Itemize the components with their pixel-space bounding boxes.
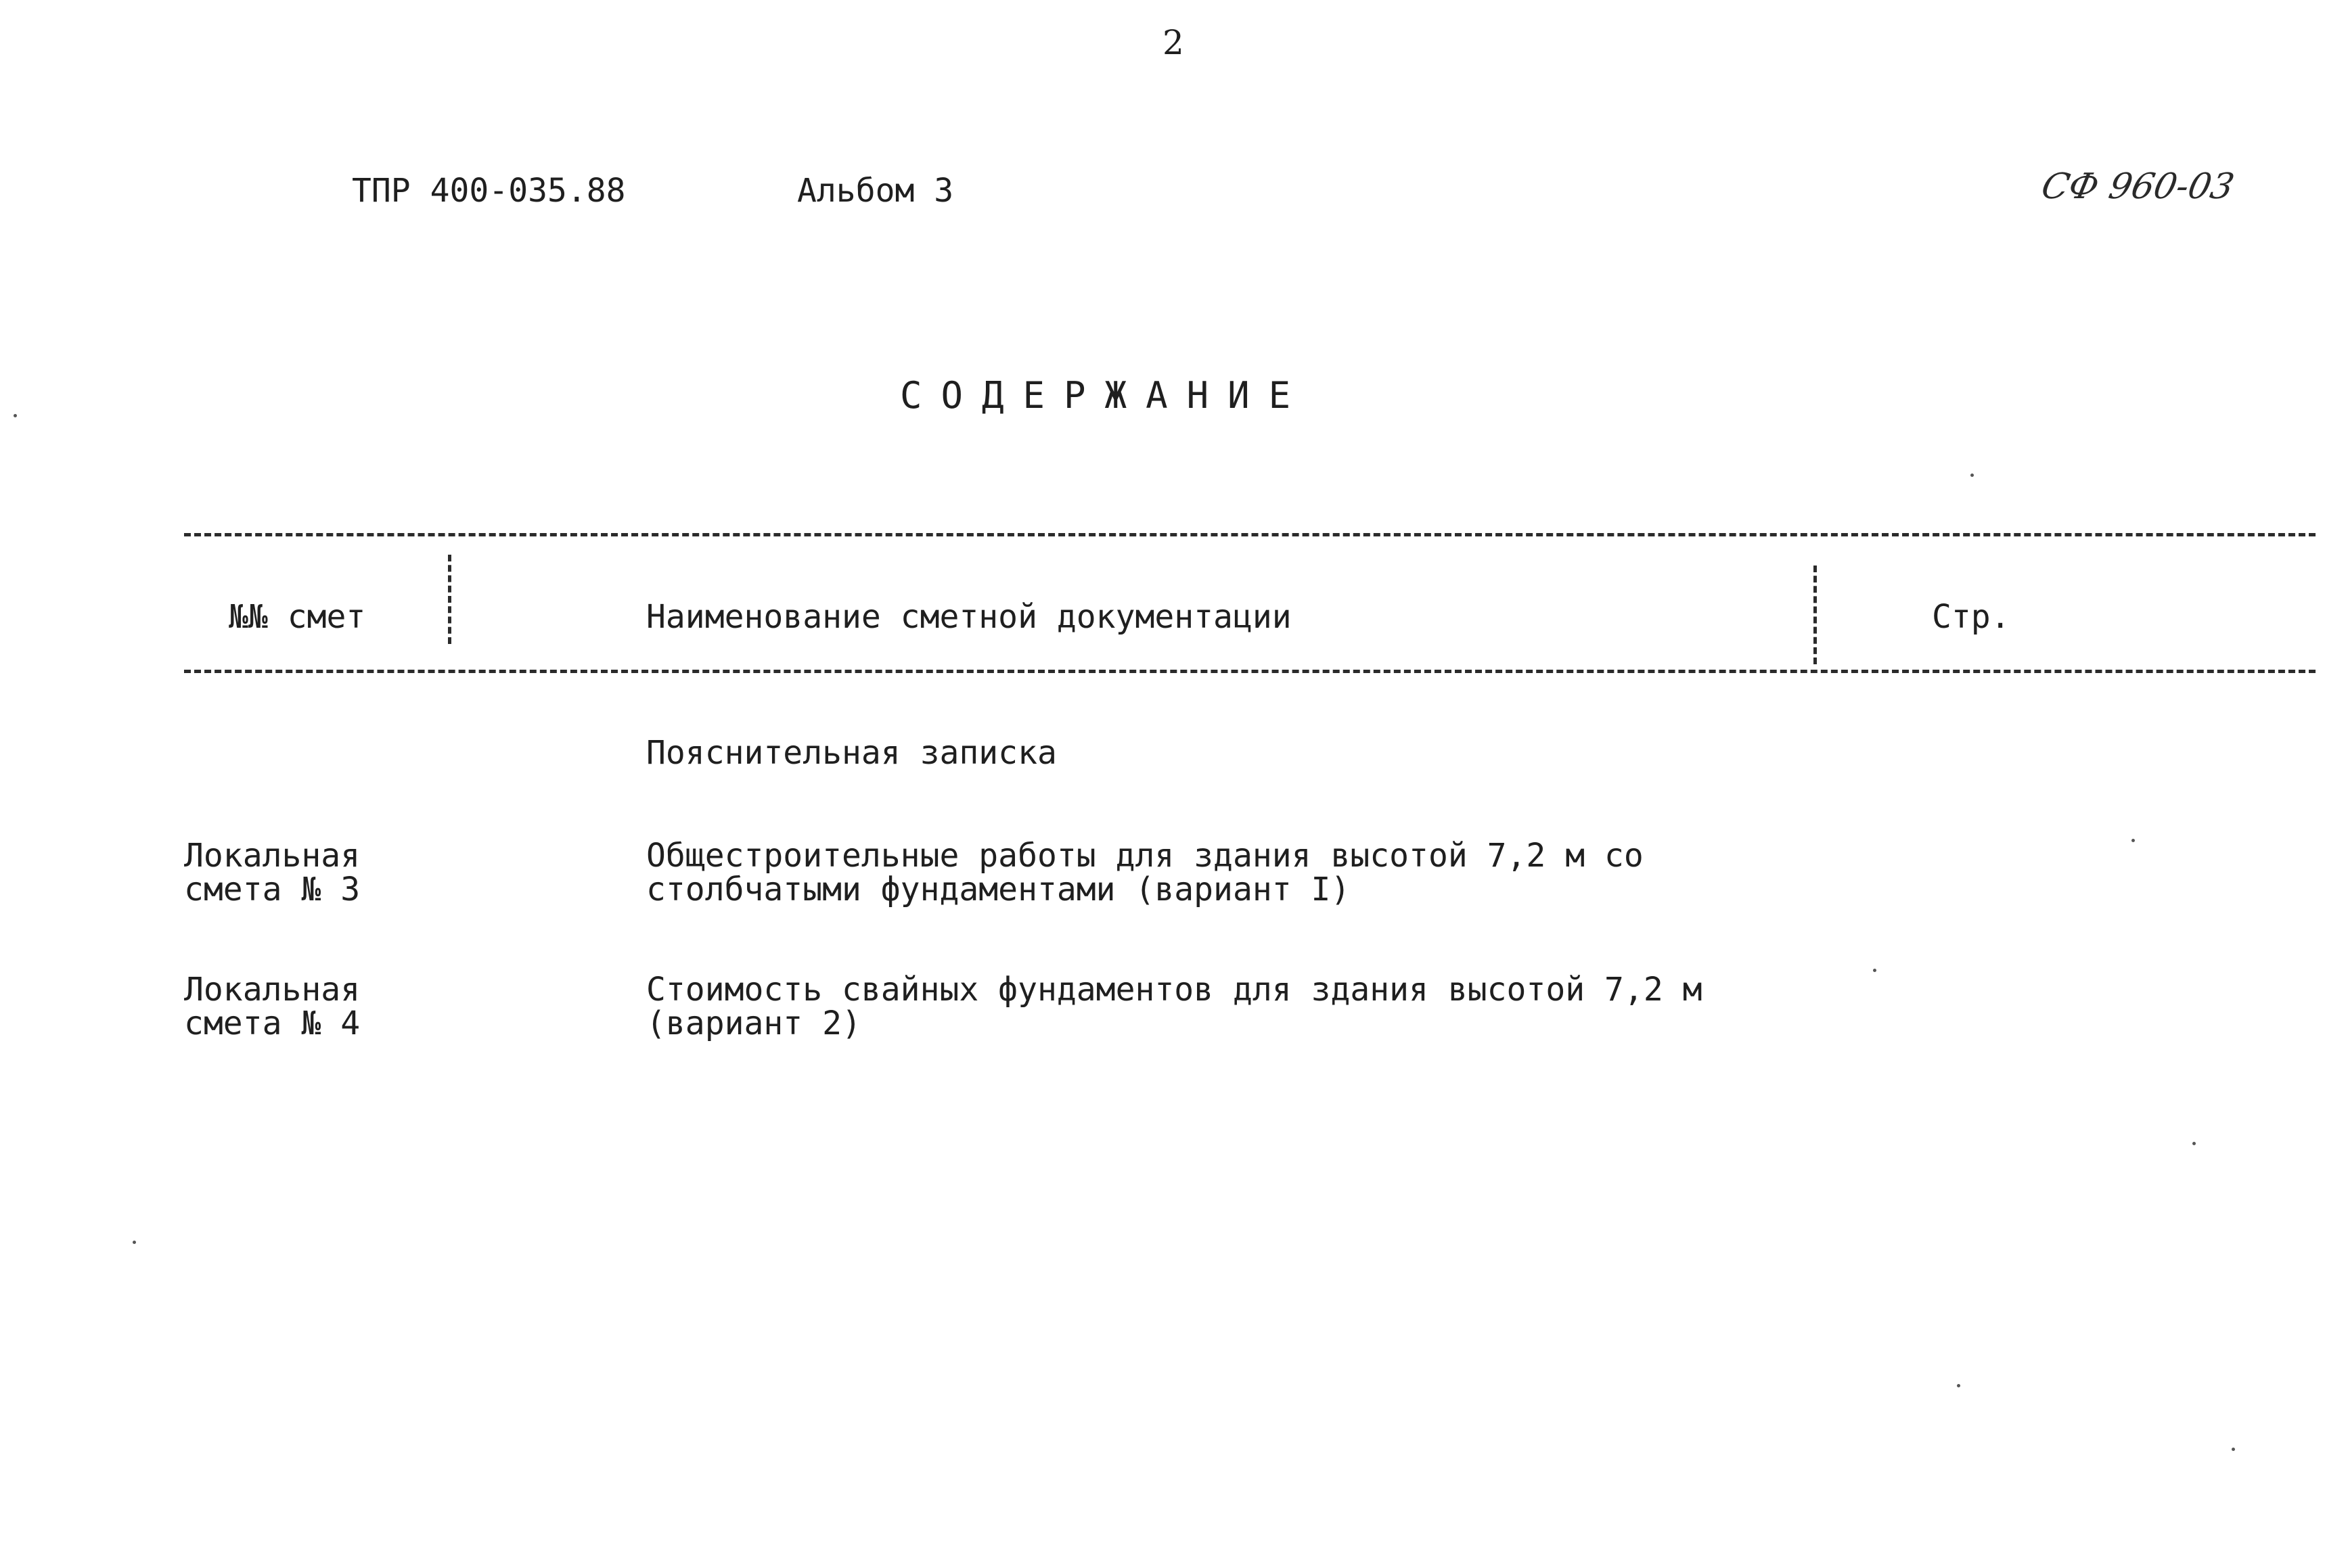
document-code: ТПР 400-035.88 [352,172,626,210]
table-top-rule [184,533,2316,536]
row-estimate-number: Локальная смета № 4 [184,971,361,1042]
scan-speck [1970,474,1974,477]
row-document-name: Стоимость свайных фундаментов для здания высотой 7,2 м (вариант 2) [646,971,1702,1042]
scan-speck [1957,1384,1960,1387]
scan-speck [1873,969,1876,972]
row-document-name: Пояснительная записка [646,734,1057,772]
scan-speck [2131,839,2135,842]
scan-speck [133,1241,136,1244]
row-document-name: Общестроительные работы для здания высотой 7,2 м со столбчатыми фундаментами (вариант I) [646,837,1644,908]
table-header-rule [184,670,2316,673]
contents-title: СОДЕРЖАНИЕ [900,374,1310,417]
column-separator [1813,566,1817,664]
row-estimate-number: Локальная смета № 3 [184,837,361,908]
column-header-document-name: Наименование сметной документации [646,598,1292,636]
page-number: 2 [1162,23,1184,62]
album-label: Альбом 3 [797,172,954,210]
column-header-estimate-number: №№ смет [229,598,366,636]
column-header-page: Стр. [1932,598,2010,636]
scan-speck [14,414,17,417]
handwritten-code: СФ 960-03 [2037,166,2238,207]
column-separator [448,555,451,644]
scan-speck [2232,1448,2235,1451]
scan-speck [2192,1142,2196,1145]
